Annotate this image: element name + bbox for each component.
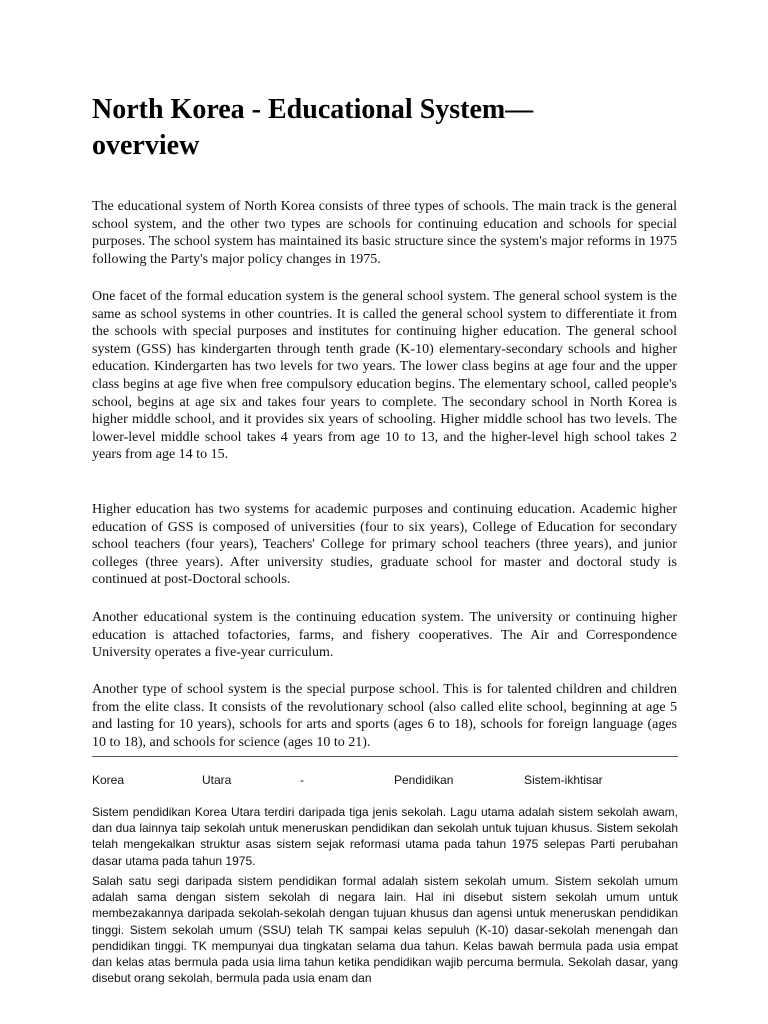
malay-heading-word: Sistem-ikhtisar [524, 773, 603, 787]
malay-paragraph-overview: Sistem pendidikan Korea Utara terdiri daripada tiga jenis sekolah. Lagu utama adalah sistem sekolah awam, dan dua lainnya taip sekolah untuk meneruskan pendidikan dan sekolah untuk tujuan khusus. Sistem sekolah telah mengekalkan struktur asas sistem sejak reformasi utama pada tahun 1975 selepas Parti perubahan dasar utama pada tahun 1975. [92, 805, 678, 868]
paragraph-general-school-system: One facet of the formal education system is the general school system. The general school system is the same as school systems in other countries. It is called the general school system to differentiate it from the schools with special purposes and institutes for continuing higher education. The general school system (GSS) has kindergarten through tenth grade (K-10) elementary-secondary schools and higher education. Kindergarten has two levels for two years. The lower class begins at age four and the upper class begins at age five when free compulsory education begins. The elementary school, called people's school, begins at age six and takes four years to complete. The secondary school in North Korea is higher middle school, and it provides six years of schooling. Higher middle school has two levels. The lower-level middle school takes 4 years from age 10 to 13, and the higher-level high school takes 2 years from age 14 to 15. [92, 289, 677, 463]
malay-heading-word: Utara [202, 773, 232, 787]
malay-heading-word: Korea [92, 773, 125, 787]
paragraph-higher-education: Higher education has two systems for academic purposes and continuing education. Academic higher education of GSS is composed of universities (four to six years), College of Education for secondary school teachers (four years), Teachers' College for primary school teachers (three years), and junior colleges (three years). After university studies, graduate school for master and doctoral study is continued at post-Doctoral schools. [92, 502, 677, 588]
paragraph-continuing-education: Another educational system is the continuing education system. The university or continuing higher education is attached tofactories, farms, and fishery cooperatives. The Air and Correspondence University operates a five-year curriculum. [92, 610, 677, 661]
malay-heading-word: Pendidikan [394, 773, 454, 787]
malay-paragraph-general-school-system: Salah satu segi daripada sistem pendidikan formal adalah sistem sekolah umum. Sistem sekolah umum adalah sama dengan sistem sekolah di negara lain. Hal ini disebut sistem sekolah umum untuk membezakannya daripada sekolah-sekolah dengan tujuan khusus dan agensi untuk meneruskan pendidikan tinggi. Sistem sekolah umum (SSU) telah TK sampai kelas sepuluh (K-10) dasar-sekolah menengah dan pendidikan tinggi. TK mempunyai dua tingkatan selama dua tahun. Kelas bawah bermula pada usia empat dan kelas atas bermula pada usia lima tahun ketika pendidikan wajib percuma bermula. Sekolah dasar, yang disebut orang sekolah, bermula pada usia enam dan [92, 874, 678, 986]
malay-heading [92, 772, 678, 788]
section-divider [92, 756, 678, 757]
paragraph-overview: The educational system of North Korea consists of three types of schools. The main track is the general school system, and the other two types are schools for continuing education and schools for special purposes. The school system has maintained its basic structure since the system's major reforms in 1975 following the Party's major policy changes in 1975. [92, 199, 677, 267]
paragraph-special-purpose-school: Another type of school system is the special purpose school. This is for talented children and children from the elite class. It consists of the revolutionary school (also called elite school, beginning at age 5 and lasting for 10 years), schools for arts and sports (ages 6 to 18), schools for foreign language (ages 10 to 18), and schools for science (ages 10 to 21). [92, 682, 677, 750]
malay-heading-word: - [300, 773, 304, 787]
page-title: North Korea - Educational System— overview [92, 94, 534, 161]
